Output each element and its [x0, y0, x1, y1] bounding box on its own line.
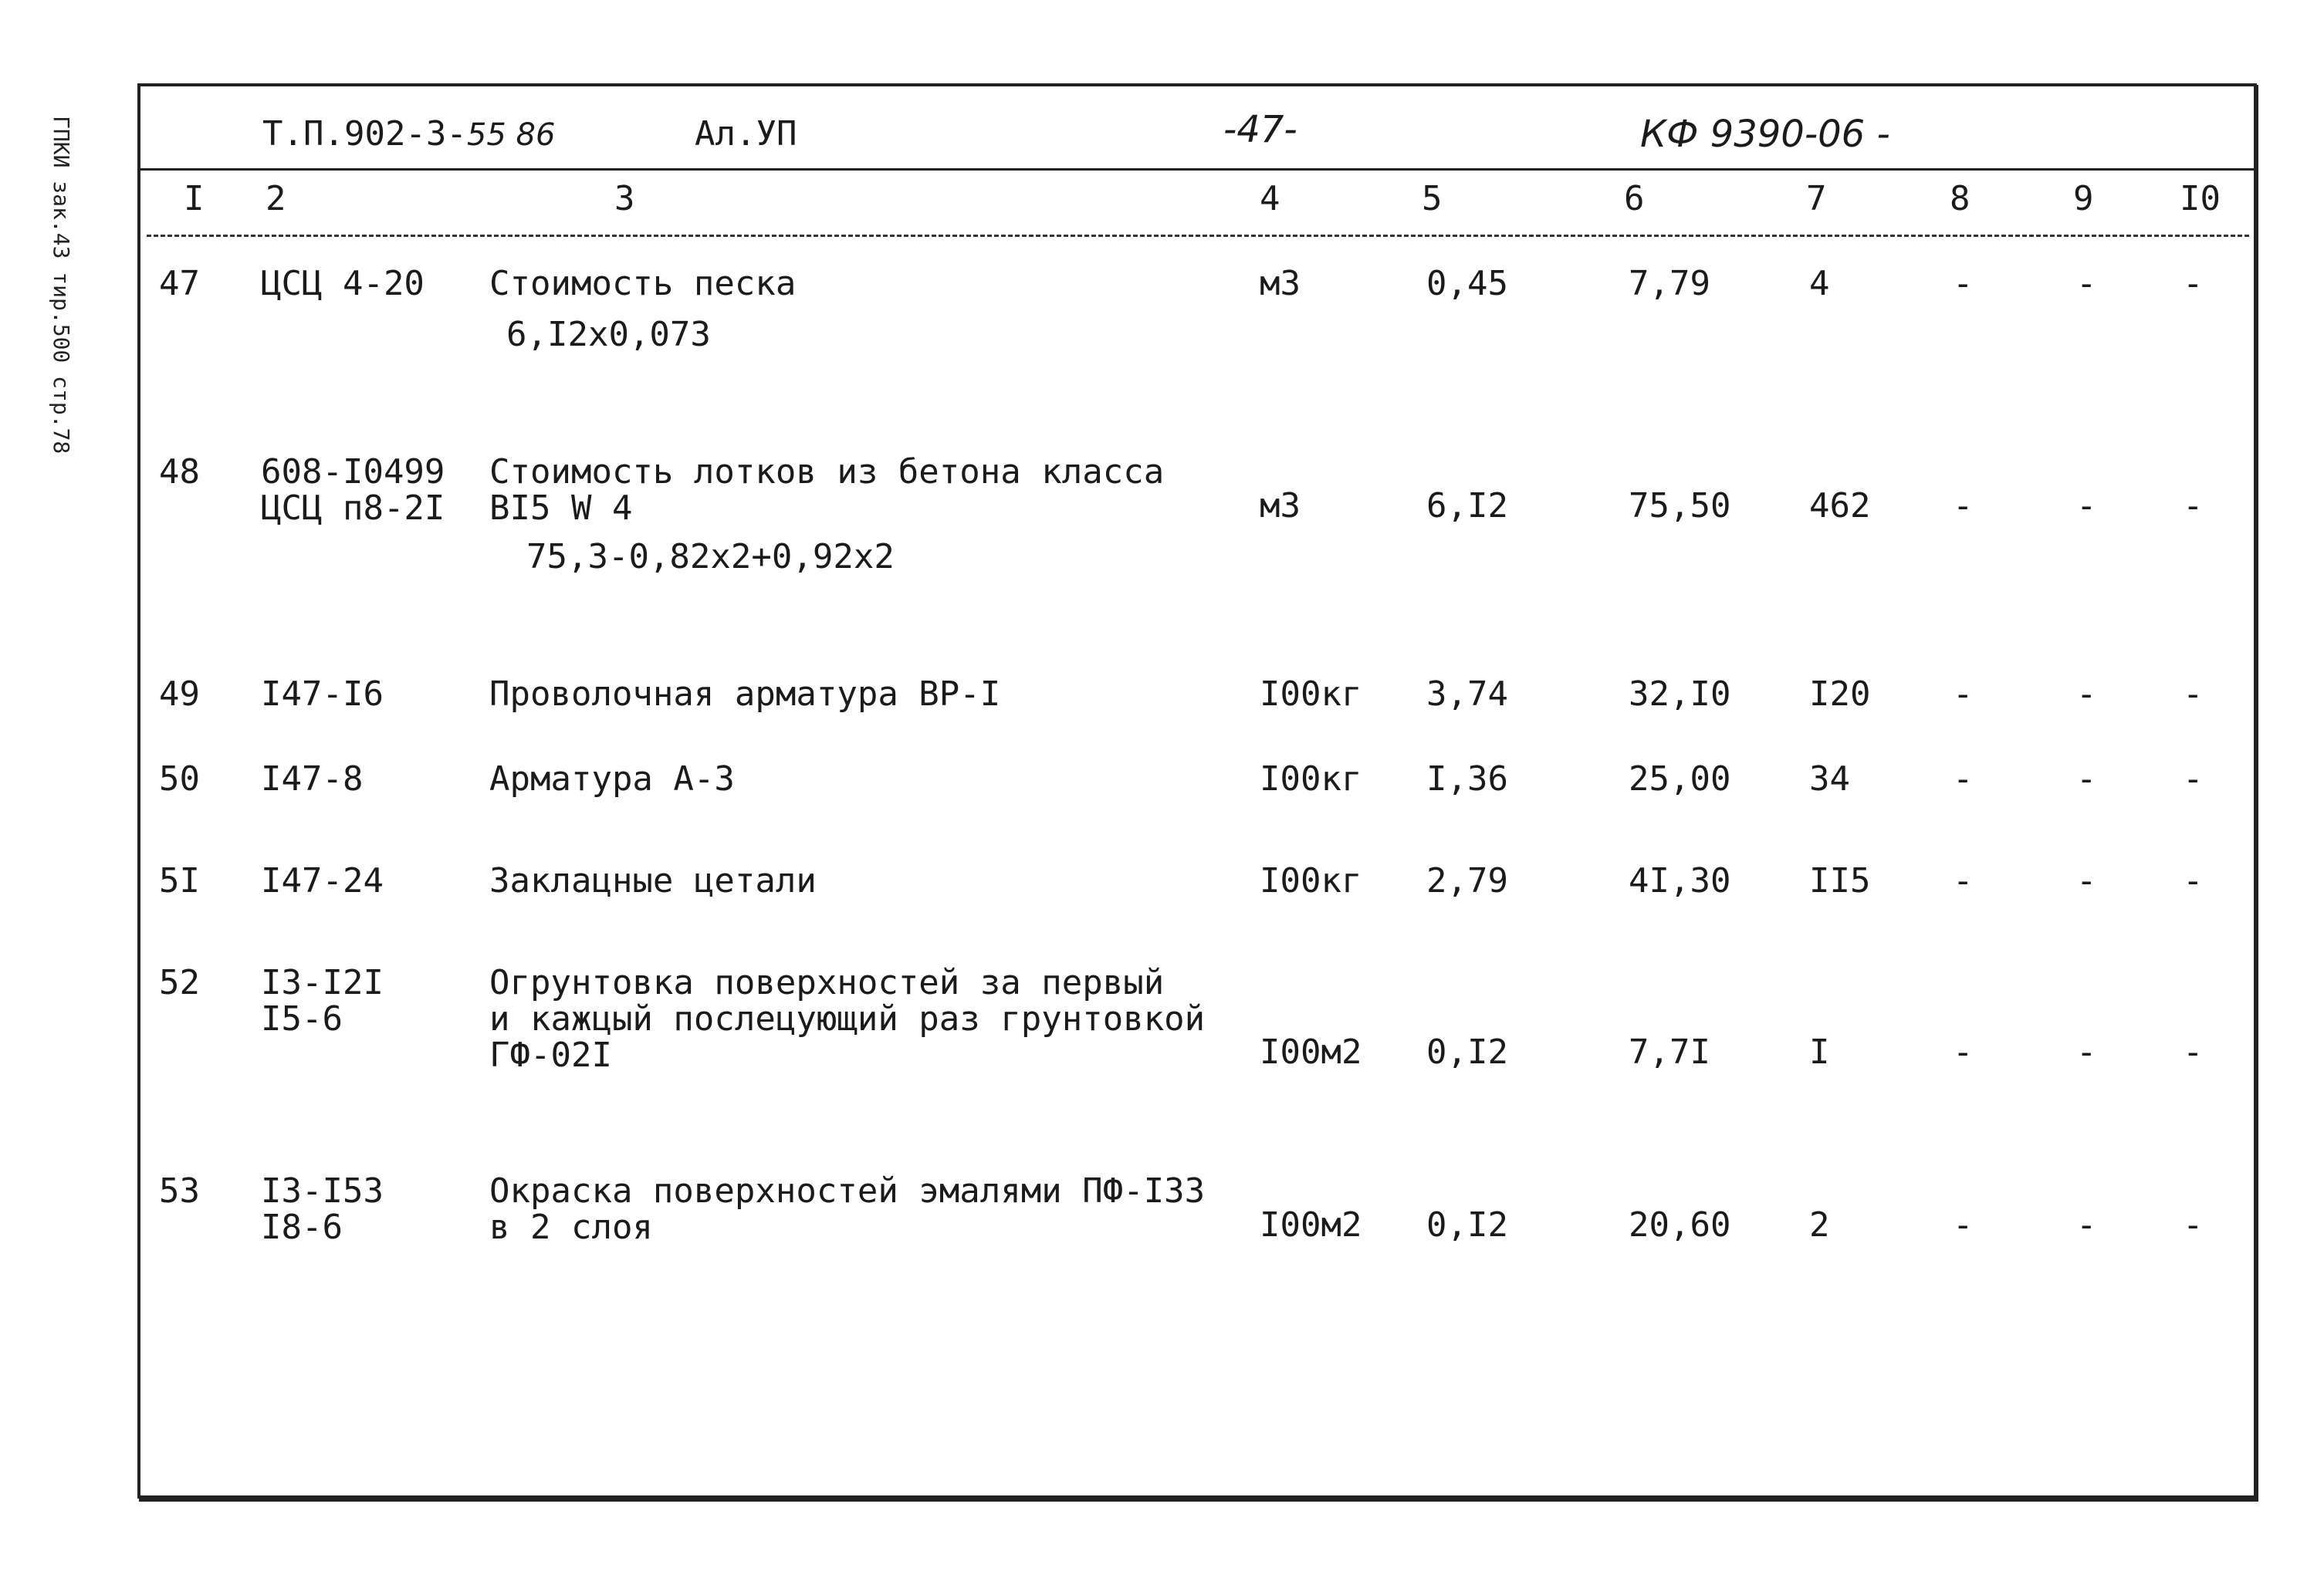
- unit-price: 25,00: [1629, 759, 1731, 799]
- work-description: Огрунтовка поверхностей за первый и кажцый послецующий раз грунтовкой ГФ-02I: [489, 963, 1206, 1075]
- quantity: 0,I2: [1426, 1205, 1508, 1245]
- unit: м3: [1260, 486, 1301, 525]
- unit-price: 7,7I: [1629, 1032, 1710, 1072]
- quantity: 0,45: [1426, 264, 1508, 303]
- norm-code: 608-I0499 ЦСЦ п8-2I: [261, 452, 445, 528]
- unit: I00м2: [1260, 1205, 1362, 1245]
- frame-shadow: [2254, 85, 2258, 1502]
- unit-price: 20,60: [1629, 1205, 1731, 1245]
- empty-cell: -: [2076, 861, 2097, 901]
- norm-code: ЦСЦ 4-20: [261, 264, 425, 303]
- empty-cell: -: [2076, 759, 2097, 799]
- total-cost: 462: [1809, 486, 1871, 525]
- quantity: 0,I2: [1426, 1032, 1508, 1072]
- quantity: 3,74: [1426, 674, 1508, 714]
- empty-cell: -: [2183, 861, 2204, 901]
- work-description: Окраска поверхностей эмалями ПФ-I33 в 2 слоя: [489, 1171, 1206, 1247]
- unit: I00кг: [1260, 861, 1362, 901]
- column-number: 8: [1950, 179, 1970, 218]
- total-cost: 34: [1809, 759, 1850, 799]
- work-description: Стоимость лотков из бетона класса BI5 W 4: [489, 452, 1165, 528]
- column-number: I0: [2180, 179, 2221, 218]
- empty-cell: -: [2183, 264, 2204, 303]
- table-frame: [137, 83, 2257, 1499]
- column-number: 6: [1624, 179, 1645, 218]
- total-cost: II5: [1809, 861, 1871, 901]
- empty-cell: -: [1953, 1032, 1974, 1072]
- empty-cell: -: [2076, 264, 2097, 303]
- norm-code: I47-24: [261, 861, 384, 901]
- empty-cell: -: [2183, 759, 2204, 799]
- album-label: Ал.УП: [695, 114, 797, 154]
- empty-cell: -: [2183, 1205, 2204, 1245]
- empty-cell: -: [2183, 486, 2204, 525]
- empty-cell: -: [1953, 486, 1974, 525]
- column-number: I: [184, 179, 205, 218]
- empty-cell: -: [2076, 1032, 2097, 1072]
- row-number: 5I: [159, 861, 200, 901]
- work-description: Проволочная арматура ВР-I: [489, 674, 1001, 714]
- column-number: 7: [1806, 179, 1827, 218]
- unit: I00кг: [1260, 759, 1362, 799]
- total-cost: I: [1809, 1032, 1830, 1072]
- empty-cell: -: [1953, 264, 1974, 303]
- row-number: 49: [159, 674, 200, 714]
- quantity: 6,I2: [1426, 486, 1508, 525]
- column-number: 9: [2073, 179, 2094, 218]
- row-number: 48: [159, 452, 200, 492]
- page-number: -47-: [1223, 108, 1297, 151]
- column-number: 4: [1260, 179, 1280, 218]
- side-stamp: ГПКИ зак.43 тир.500 стр.78: [49, 116, 74, 455]
- row-number: 50: [159, 759, 200, 799]
- frame-shadow: [139, 1497, 2258, 1502]
- column-number: 2: [266, 179, 286, 218]
- calculation-formula: 6,I2x0,073: [506, 315, 711, 354]
- row-number: 47: [159, 264, 200, 303]
- work-description: Арматура А-3: [489, 759, 735, 799]
- header-divider: [140, 168, 2254, 171]
- empty-cell: -: [1953, 674, 1974, 714]
- empty-cell: -: [2183, 674, 2204, 714]
- unit-price: 7,79: [1629, 264, 1710, 303]
- work-description: Заклацные цетали: [489, 861, 817, 901]
- project-code: Т.П.902-3-55 86: [262, 114, 556, 154]
- norm-code: I47-I6: [261, 674, 384, 714]
- norm-code: I3-I2I I5-6: [261, 963, 384, 1039]
- column-number: 5: [1422, 179, 1443, 218]
- total-cost: 4: [1809, 264, 1830, 303]
- total-cost: 2: [1809, 1205, 1830, 1245]
- empty-cell: -: [2183, 1032, 2204, 1072]
- unit: м3: [1260, 264, 1301, 303]
- document-code: КФ 9390-06 -: [1640, 113, 1890, 156]
- empty-cell: -: [1953, 861, 1974, 901]
- empty-cell: -: [2076, 674, 2097, 714]
- unit: I00м2: [1260, 1032, 1362, 1072]
- unit-price: 75,50: [1629, 486, 1731, 525]
- row-number: 53: [159, 1171, 200, 1211]
- norm-code: I47-8: [261, 759, 364, 799]
- empty-cell: -: [2076, 486, 2097, 525]
- column-numbers-divider: [147, 235, 2249, 237]
- unit-price: 4I,30: [1629, 861, 1731, 901]
- total-cost: I20: [1809, 674, 1871, 714]
- unit-price: 32,I0: [1629, 674, 1731, 714]
- row-number: 52: [159, 963, 200, 1002]
- quantity: 2,79: [1426, 861, 1508, 901]
- quantity: I,36: [1426, 759, 1508, 799]
- empty-cell: -: [2076, 1205, 2097, 1245]
- empty-cell: -: [1953, 1205, 1974, 1245]
- calculation-formula: 75,3-0,82x2+0,92x2: [526, 537, 895, 576]
- norm-code: I3-I53 I8-6: [261, 1171, 384, 1247]
- empty-cell: -: [1953, 759, 1974, 799]
- column-number: 3: [614, 179, 635, 218]
- work-description: Стоимость песка: [489, 264, 797, 303]
- unit: I00кг: [1260, 674, 1362, 714]
